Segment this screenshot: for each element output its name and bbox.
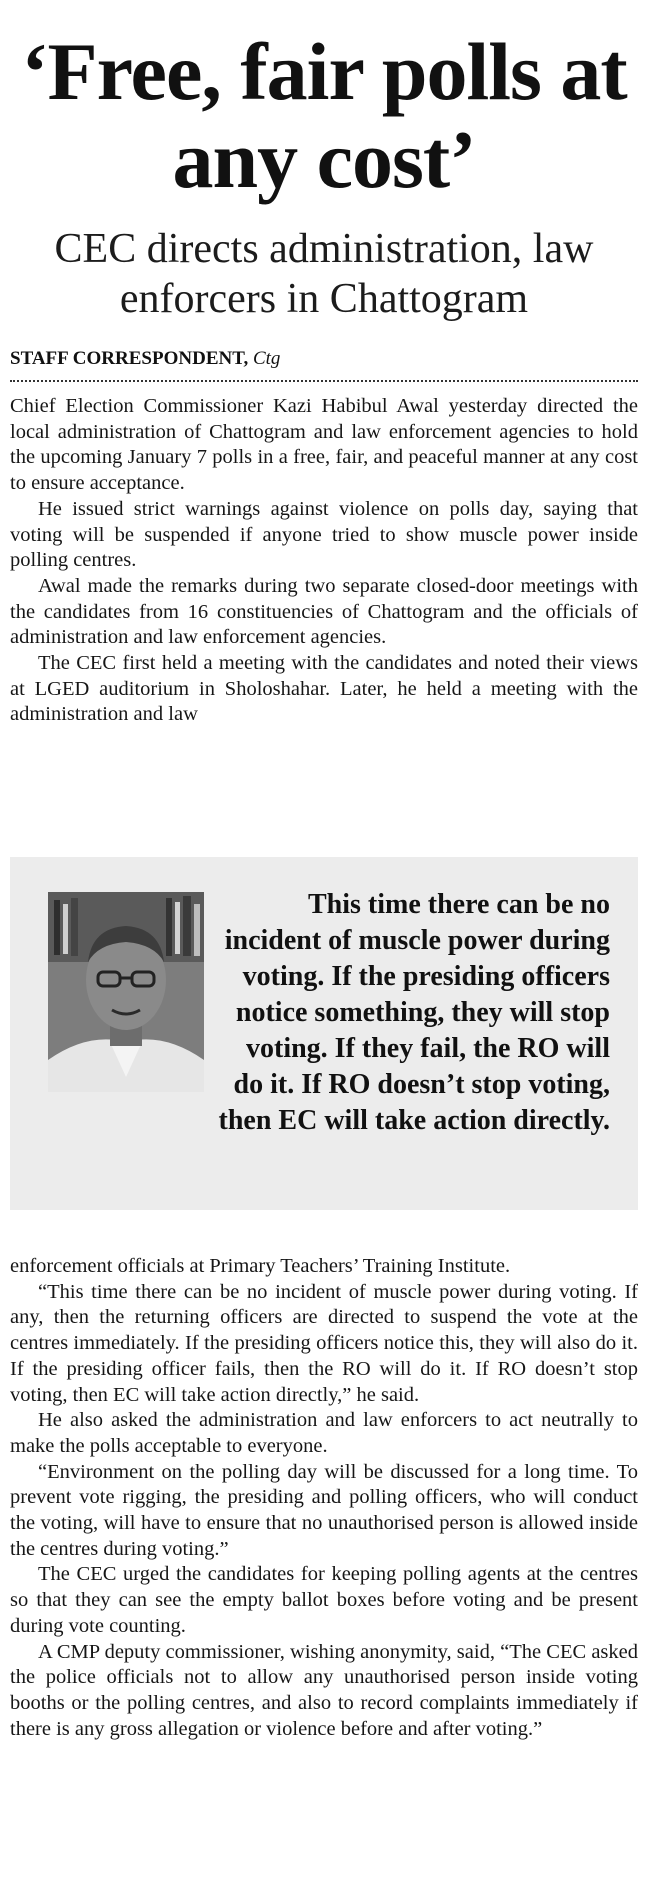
- paragraph: He issued strict warnings against violence on polls day, saying that voting will be suspended if anyone tried to show muscle power inside polling centres.: [10, 497, 638, 572]
- subheadline: CEC directs administration, law enforcers in Chattogram: [54, 226, 594, 322]
- paragraph: enforcement officials at Primary Teachers’ Training Institute.: [10, 1255, 511, 1277]
- paragraph: Chief Election Commissioner Kazi Habibul Awal yesterday directed the local administration of Chattogram and law enforcement agencies to hold the upcoming January 7 polls in a free, fair, and peaceful manner at any cost to ensure acceptance.: [10, 395, 638, 495]
- article-body-bottom: [10, 1254, 638, 1880]
- pull-quote-text: This time there can be no incident of muscle power during voting. If the presiding officers notice something, they will stop voting. If they fail, the RO will do it. If RO doesn’t stop voting, then EC will take action directly.: [218, 889, 610, 1136]
- paragraph: The CEC urged the candidates for keeping polling agents at the centres so that they can see the empty ballot boxes before voting and be present during vote counting.: [10, 1563, 638, 1637]
- paragraph: Awal made the remarks during two separate closed-door meetings with the candidates from 16 constituencies of Chattogram and the officials of administration and law enforcement agencies.: [10, 574, 638, 649]
- byline-location: Ctg: [252, 348, 281, 369]
- paragraph: A CMP deputy commissioner, wishing anonymity, said, “The CEC asked the police officials not to allow any unauthorised person inside voting booths or the polling centres, and also to record complaints immediately if there is any gross allegation or violence before and after voting.”: [10, 1640, 638, 1740]
- article-body-top: [10, 394, 638, 802]
- pull-quote-box: [10, 857, 638, 1210]
- byline-role: STAFF CORRESPONDENT,: [10, 348, 249, 369]
- paragraph: The CEC first held a meeting with the candidates and noted their views at LGED auditorium in Sholoshahar. Later, he held a meeting with the administration and law: [10, 652, 638, 726]
- pull-quote: [50, 887, 610, 1139]
- paragraph: He also asked the administration and law enforcers to act neutrally to make the polls acceptable to everyone.: [10, 1409, 638, 1457]
- byline-divider: [10, 380, 638, 382]
- paragraph: “Environment on the polling day will be discussed for a long time. To prevent vote rigging, the presiding and polling officers, who will conduct the voting, will have to ensure that no unauthorised person is allowed inside the centres during voting.”: [10, 1460, 638, 1560]
- paragraph: “This time there can be no incident of muscle power during voting. If any, then the returning officers are directed to suspend the vote at the centres immediately. If the presiding officers notice this, they will also do it. If the presiding officer fails, then the RO will do it. If RO doesn’t stop voting, then EC will take action directly,” he said.: [10, 1280, 638, 1406]
- headline: ‘Free, fair polls at any cost’: [21, 26, 627, 205]
- byline: [10, 347, 638, 371]
